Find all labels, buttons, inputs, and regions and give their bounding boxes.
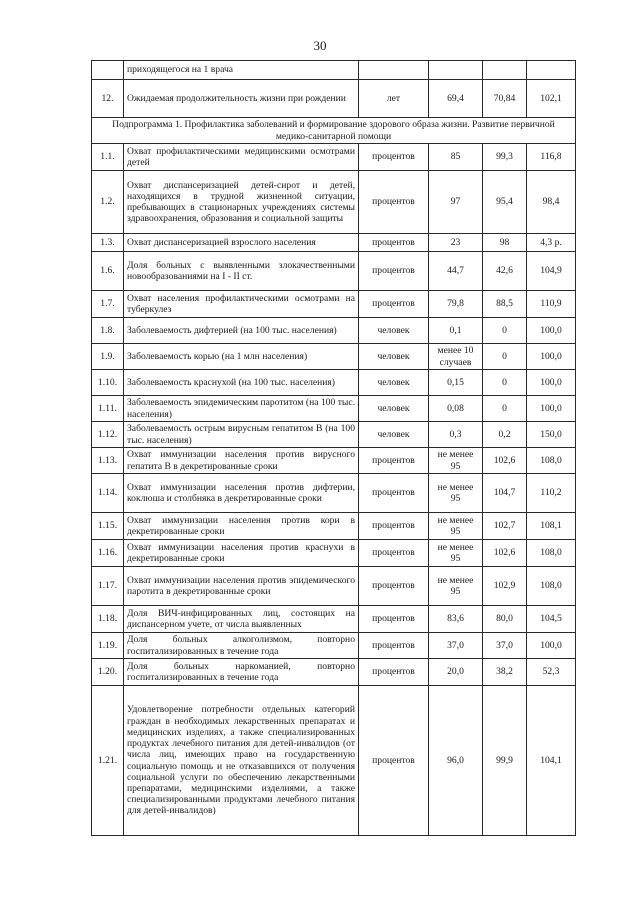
- actual-value: 38,2: [483, 659, 527, 686]
- table-row: [92, 318, 576, 344]
- planned-value: 85: [429, 144, 483, 171]
- indicator-name: Доля ВИЧ-инфицированных лиц, состоящих на диспансерном учете, от числа выявленных: [124, 606, 359, 633]
- unit-of-measure: человек: [359, 344, 429, 370]
- indicator-name: Заболеваемость корью (на 1 млн населения): [124, 344, 359, 370]
- actual-value: 80,0: [483, 606, 527, 633]
- row-number: 1.16.: [92, 540, 124, 567]
- unit-of-measure: процентов: [359, 513, 429, 540]
- table-row: [92, 686, 576, 836]
- completion-percent: 104,9: [527, 252, 576, 291]
- table-row: [92, 659, 576, 686]
- unit-of-measure: процентов: [359, 606, 429, 633]
- planned-value: 20,0: [429, 659, 483, 686]
- completion-percent: 52,3: [527, 659, 576, 686]
- actual-value: 99,3: [483, 144, 527, 171]
- table-row: [92, 252, 576, 291]
- completion-percent: 108,0: [527, 540, 576, 567]
- unit-of-measure: человек: [359, 318, 429, 344]
- row-number: 1.21.: [92, 686, 124, 836]
- unit-of-measure: процентов: [359, 686, 429, 836]
- planned-value: 23: [429, 234, 483, 252]
- indicator-name: Удовлетворение потребности отдельных категорий граждан в необходимых лекарственных препаратах и медицинских изделиях, а также специализированных продуктах лечебного питания для детей-инвалидов (от числа лиц, имеющих право на государственную социальную помощь и не отказавшихся от получения социальной услуги по обеспечению лекарственными препаратами, медицинскими изделиями, а также специализированными продуктами лечебного питания для детей-инвалидов): [124, 686, 359, 836]
- row-number: 1.14.: [92, 474, 124, 513]
- indicator-name: Заболеваемость эпидемическим паротитом (на 100 тыс. населения): [124, 396, 359, 422]
- planned-value: 0,08: [429, 396, 483, 422]
- completion-percent: 4,3 р.: [527, 234, 576, 252]
- unit-of-measure: [359, 61, 429, 80]
- actual-value: 102,7: [483, 513, 527, 540]
- indicators-table: [91, 60, 576, 836]
- indicator-name: приходящегося на 1 врача: [124, 61, 359, 80]
- row-number: 1.12.: [92, 422, 124, 448]
- actual-value: 104,7: [483, 474, 527, 513]
- unit-of-measure: процентов: [359, 659, 429, 686]
- actual-value: 0: [483, 396, 527, 422]
- indicator-name: Охват профилактическими медицинскими осмотрами детей: [124, 144, 359, 171]
- row-number: 1.9.: [92, 344, 124, 370]
- row-number: 1.20.: [92, 659, 124, 686]
- planned-value: [429, 61, 483, 80]
- unit-of-measure: процентов: [359, 448, 429, 474]
- row-number: 1.3.: [92, 234, 124, 252]
- row-number: 12.: [92, 80, 124, 118]
- indicator-name: Ожидаемая продолжительность жизни при рождении: [124, 80, 359, 118]
- planned-value: менее 10 случаев: [429, 344, 483, 370]
- actual-value: 102,6: [483, 448, 527, 474]
- unit-of-measure: процентов: [359, 144, 429, 171]
- planned-value: 44,7: [429, 252, 483, 291]
- completion-percent: 108,0: [527, 448, 576, 474]
- table-row: [92, 234, 576, 252]
- actual-value: 95,4: [483, 171, 527, 234]
- actual-value: 0: [483, 318, 527, 344]
- subprogram-title: Подпрограмма 1. Профилактика заболеваний и формирование здорового образа жизни. Развитие первичной медико-санитарной помощи: [92, 118, 576, 144]
- unit-of-measure: процентов: [359, 567, 429, 606]
- indicator-name: Заболеваемость краснухой (на 100 тыс. населения): [124, 370, 359, 396]
- indicator-name: Охват иммунизации населения против эпидемического паротита в декретированные сроки: [124, 567, 359, 606]
- unit-of-measure: процентов: [359, 171, 429, 234]
- row-number: 1.19.: [92, 633, 124, 659]
- indicator-name: Охват диспансеризацией взрослого населения: [124, 234, 359, 252]
- completion-percent: 108,1: [527, 513, 576, 540]
- actual-value: 98: [483, 234, 527, 252]
- actual-value: 102,6: [483, 540, 527, 567]
- completion-percent: 150,0: [527, 422, 576, 448]
- unit-of-measure: человек: [359, 370, 429, 396]
- row-number: [92, 61, 124, 80]
- completion-percent: 100,0: [527, 370, 576, 396]
- actual-value: 88,5: [483, 291, 527, 318]
- row-number: 1.13.: [92, 448, 124, 474]
- table-row: [92, 80, 576, 118]
- table-row: [92, 513, 576, 540]
- subprogram-header-row: [92, 118, 576, 144]
- planned-value: 79,8: [429, 291, 483, 318]
- actual-value: 70,84: [483, 80, 527, 118]
- indicator-name: Охват иммунизации населения против кори в декретированные сроки: [124, 513, 359, 540]
- indicators-table-body: [92, 61, 576, 836]
- indicator-name: Охват иммунизации населения против вирусного гепатита В в декретированные сроки: [124, 448, 359, 474]
- indicator-name: Охват населения профилактическими осмотрами на туберкулез: [124, 291, 359, 318]
- table-row: [92, 396, 576, 422]
- row-number: 1.7.: [92, 291, 124, 318]
- row-number: 1.8.: [92, 318, 124, 344]
- unit-of-measure: процентов: [359, 633, 429, 659]
- planned-value: 69,4: [429, 80, 483, 118]
- completion-percent: 100,0: [527, 633, 576, 659]
- completion-percent: [527, 61, 576, 80]
- completion-percent: 100,0: [527, 344, 576, 370]
- unit-of-measure: процентов: [359, 474, 429, 513]
- indicator-name: Заболеваемость острым вирусным гепатитом В (на 100 тыс. населения): [124, 422, 359, 448]
- table-row: [92, 171, 576, 234]
- row-number: 1.6.: [92, 252, 124, 291]
- completion-percent: 102,1: [527, 80, 576, 118]
- table-row: [92, 448, 576, 474]
- indicator-name: Доля больных наркоманией, повторно госпитализированных в течение года: [124, 659, 359, 686]
- unit-of-measure: человек: [359, 422, 429, 448]
- planned-value: 37,0: [429, 633, 483, 659]
- row-number: 1.17.: [92, 567, 124, 606]
- table-row: [92, 344, 576, 370]
- completion-percent: 104,5: [527, 606, 576, 633]
- table-row: [92, 144, 576, 171]
- table-row: [92, 61, 576, 80]
- completion-percent: 100,0: [527, 396, 576, 422]
- planned-value: 0,15: [429, 370, 483, 396]
- completion-percent: 100,0: [527, 318, 576, 344]
- row-number: 1.10.: [92, 370, 124, 396]
- table-row: [92, 633, 576, 659]
- indicator-name: Заболеваемость дифтерией (на 100 тыс. населения): [124, 318, 359, 344]
- indicator-name: Охват диспансеризацией детей-сирот и детей, находящихся в трудной жизненной ситуации, пребывающих в стационарных учреждениях системы здравоохранения, образования и социальной защиты: [124, 171, 359, 234]
- unit-of-measure: лет: [359, 80, 429, 118]
- planned-value: не менее 95: [429, 540, 483, 567]
- completion-percent: 110,2: [527, 474, 576, 513]
- table-row: [92, 474, 576, 513]
- completion-percent: 108,0: [527, 567, 576, 606]
- table-row: [92, 567, 576, 606]
- table-row: [92, 370, 576, 396]
- planned-value: не менее 95: [429, 567, 483, 606]
- actual-value: [483, 61, 527, 80]
- row-number: 1.2.: [92, 171, 124, 234]
- row-number: 1.11.: [92, 396, 124, 422]
- unit-of-measure: процентов: [359, 234, 429, 252]
- row-number: 1.18.: [92, 606, 124, 633]
- actual-value: 99,9: [483, 686, 527, 836]
- table-row: [92, 540, 576, 567]
- planned-value: 96,0: [429, 686, 483, 836]
- indicator-name: Доля больных с выявленными злокачественными новообразованиями на I - II ст.: [124, 252, 359, 291]
- unit-of-measure: человек: [359, 396, 429, 422]
- table-row: [92, 291, 576, 318]
- row-number: 1.15.: [92, 513, 124, 540]
- table-row: [92, 606, 576, 633]
- unit-of-measure: процентов: [359, 540, 429, 567]
- actual-value: 42,6: [483, 252, 527, 291]
- indicator-name: Охват иммунизации населения против дифтерии, коклюша и столбняка в декретированные сроки: [124, 474, 359, 513]
- indicator-name: Охват иммунизации населения против краснухи в декретированные сроки: [124, 540, 359, 567]
- planned-value: 97: [429, 171, 483, 234]
- completion-percent: 98,4: [527, 171, 576, 234]
- planned-value: 0,1: [429, 318, 483, 344]
- actual-value: 0: [483, 370, 527, 396]
- completion-percent: 104,1: [527, 686, 576, 836]
- table-row: [92, 422, 576, 448]
- planned-value: не менее 95: [429, 448, 483, 474]
- page-number: 30: [313, 38, 327, 53]
- planned-value: 0,3: [429, 422, 483, 448]
- row-number: 1.1.: [92, 144, 124, 171]
- planned-value: не менее 95: [429, 513, 483, 540]
- actual-value: 0,2: [483, 422, 527, 448]
- actual-value: 37,0: [483, 633, 527, 659]
- planned-value: 83,6: [429, 606, 483, 633]
- actual-value: 0: [483, 344, 527, 370]
- actual-value: 102,9: [483, 567, 527, 606]
- unit-of-measure: процентов: [359, 252, 429, 291]
- completion-percent: 116,8: [527, 144, 576, 171]
- unit-of-measure: процентов: [359, 291, 429, 318]
- completion-percent: 110,9: [527, 291, 576, 318]
- indicator-name: Доля больных алкоголизмом, повторно госпитализированных в течение года: [124, 633, 359, 659]
- planned-value: не менее 95: [429, 474, 483, 513]
